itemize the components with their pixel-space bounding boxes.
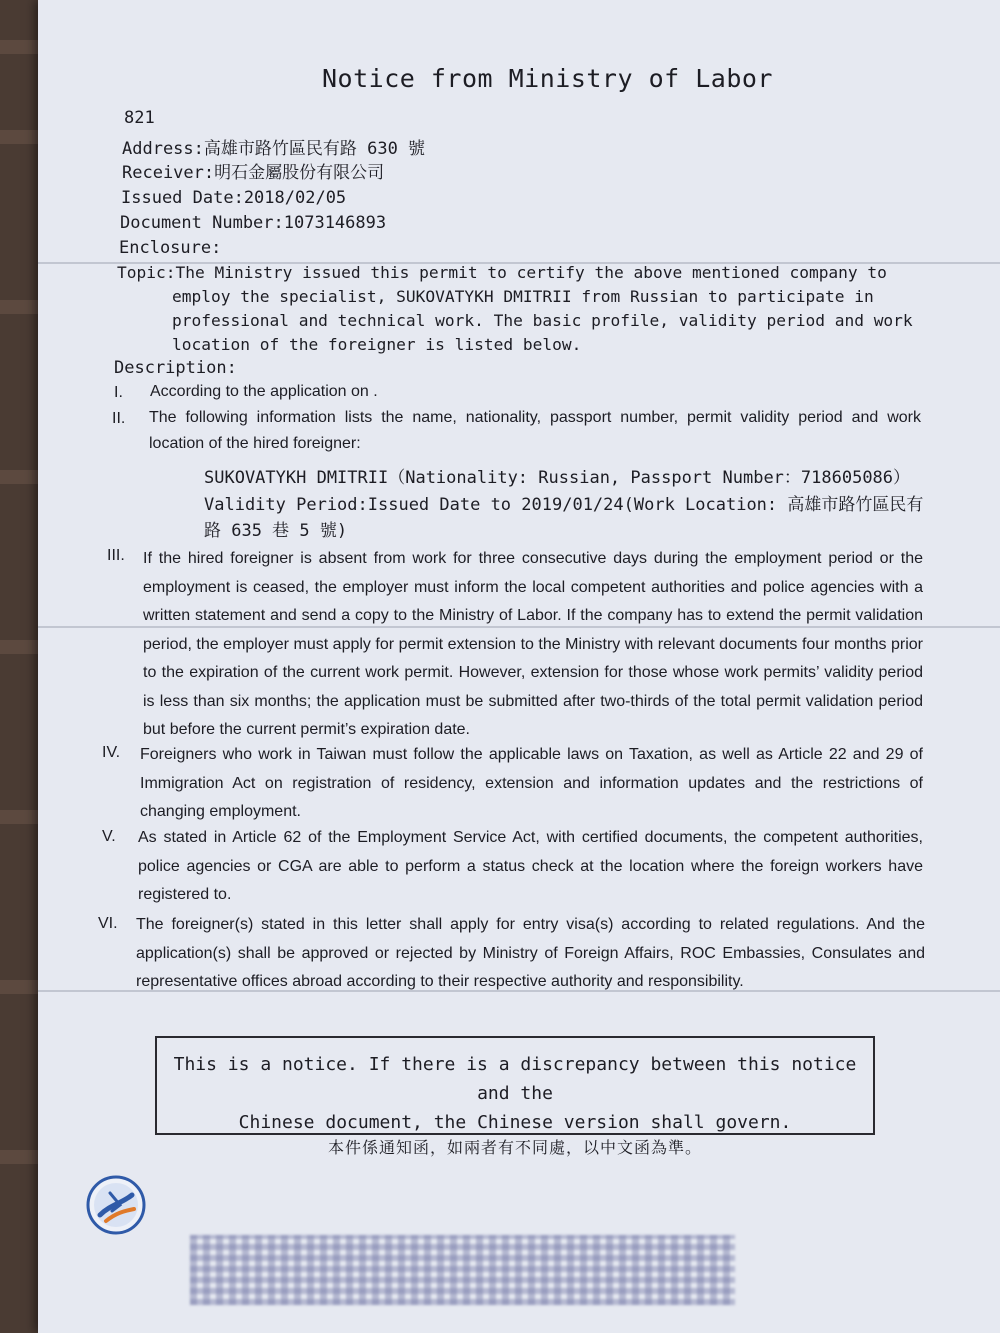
issued-date-line: Issued Date:2018/02/05 xyxy=(121,188,347,208)
postal-code: 821 xyxy=(124,108,155,128)
topic-line: Topic:The Ministry issued this permit to certify the above mentioned company to xyxy=(117,263,887,282)
redacted-stamp-area xyxy=(190,1235,735,1305)
discrepancy-notice-box xyxy=(155,1036,875,1157)
foreigner-name-nationality-passport: SUKOVATYKH DMITRII（Nationality: Russian, Passport Number：718605086） xyxy=(204,468,911,488)
item-numeral: VI. xyxy=(98,915,118,932)
topic-line: employ the specialist, SUKOVATYKH DMITRII from Russian to participate in xyxy=(172,287,874,306)
foreigner-validity-location: Validity Period:Issued Date to 2019/01/24(Work Location: 高雄市路竹區民有 xyxy=(204,495,924,515)
receiver-line: Receiver:明石金屬股份有限公司 xyxy=(122,163,385,183)
topic-line: location of the foreigner is listed below. xyxy=(172,335,582,354)
item-text: If the hired foreigner is absent from work for three consecutive days during the employment period or the employment is ceased, the employer must inform the local competent authorities and police agencies with a written statement and send a copy to the Ministry of Labor. If the company has to extend the permit validation period, the employer must apply for permit extension to the Ministry with relevant documents four months prior to the expiration of the current work permit. However, extension for those whose work permits’ validity period is less than six months; the application must be submitted after two-thirds of the total permit validation period but before the current permit’s expiration date. xyxy=(143,550,923,738)
item-text: According to the application on . xyxy=(150,383,378,400)
item-text: Foreigners who work in Taiwan must follow the applicable laws on Taxation, as well as Article 22 and 29 of Immigration Act on registration of residency, extension and information updates and the restrictions of changing employment. xyxy=(140,746,923,820)
notice-line-chinese: 本件係通知函，如兩者有不同處，以中文函為準。 xyxy=(327,1138,702,1157)
foreigner-location-cont: 路 635 巷 5 號) xyxy=(204,521,348,541)
item-numeral: III. xyxy=(107,547,125,564)
item-text: The foreigner(s) stated in this letter shall apply for entry visa(s) according to related regulations. And the application(s) shall be approved or rejected by Ministry of Foreign Affairs, ROC Embassies, Consulates and representative offices abroad according to their respective authority and responsibility. xyxy=(136,916,925,990)
item-text: As stated in Article 62 of the Employment Service Act, with certified documents, the competent authorities, police agencies or CGA are able to perform a status check at the location where the foreign workers have registered to. xyxy=(138,829,923,903)
item-numeral: II. xyxy=(112,410,126,427)
address-line: Address:高雄市路竹區民有路 630 號 xyxy=(122,139,426,159)
enclosure-line: Enclosure: xyxy=(119,238,222,258)
notice-line: This is a notice. If there is a discrepancy between this notice and the xyxy=(173,1054,857,1104)
notice-line: Chinese document, the Chinese version shall govern. xyxy=(238,1112,792,1133)
topic-line: professional and technical work. The basic profile, validity period and work xyxy=(172,311,913,330)
description-label: Description: xyxy=(114,358,237,378)
item-numeral: I. xyxy=(114,384,123,401)
ministry-of-labor-logo-icon xyxy=(86,1175,146,1235)
document-title: Notice from Ministry of Labor xyxy=(322,64,773,93)
item-numeral: IV. xyxy=(102,744,121,761)
item-text: The following information lists the name, nationality, passport number, permit validity period and work location of the hired foreigner: xyxy=(149,409,921,452)
item-numeral: V. xyxy=(102,828,116,845)
document-number-line: Document Number:1073146893 xyxy=(120,213,387,233)
